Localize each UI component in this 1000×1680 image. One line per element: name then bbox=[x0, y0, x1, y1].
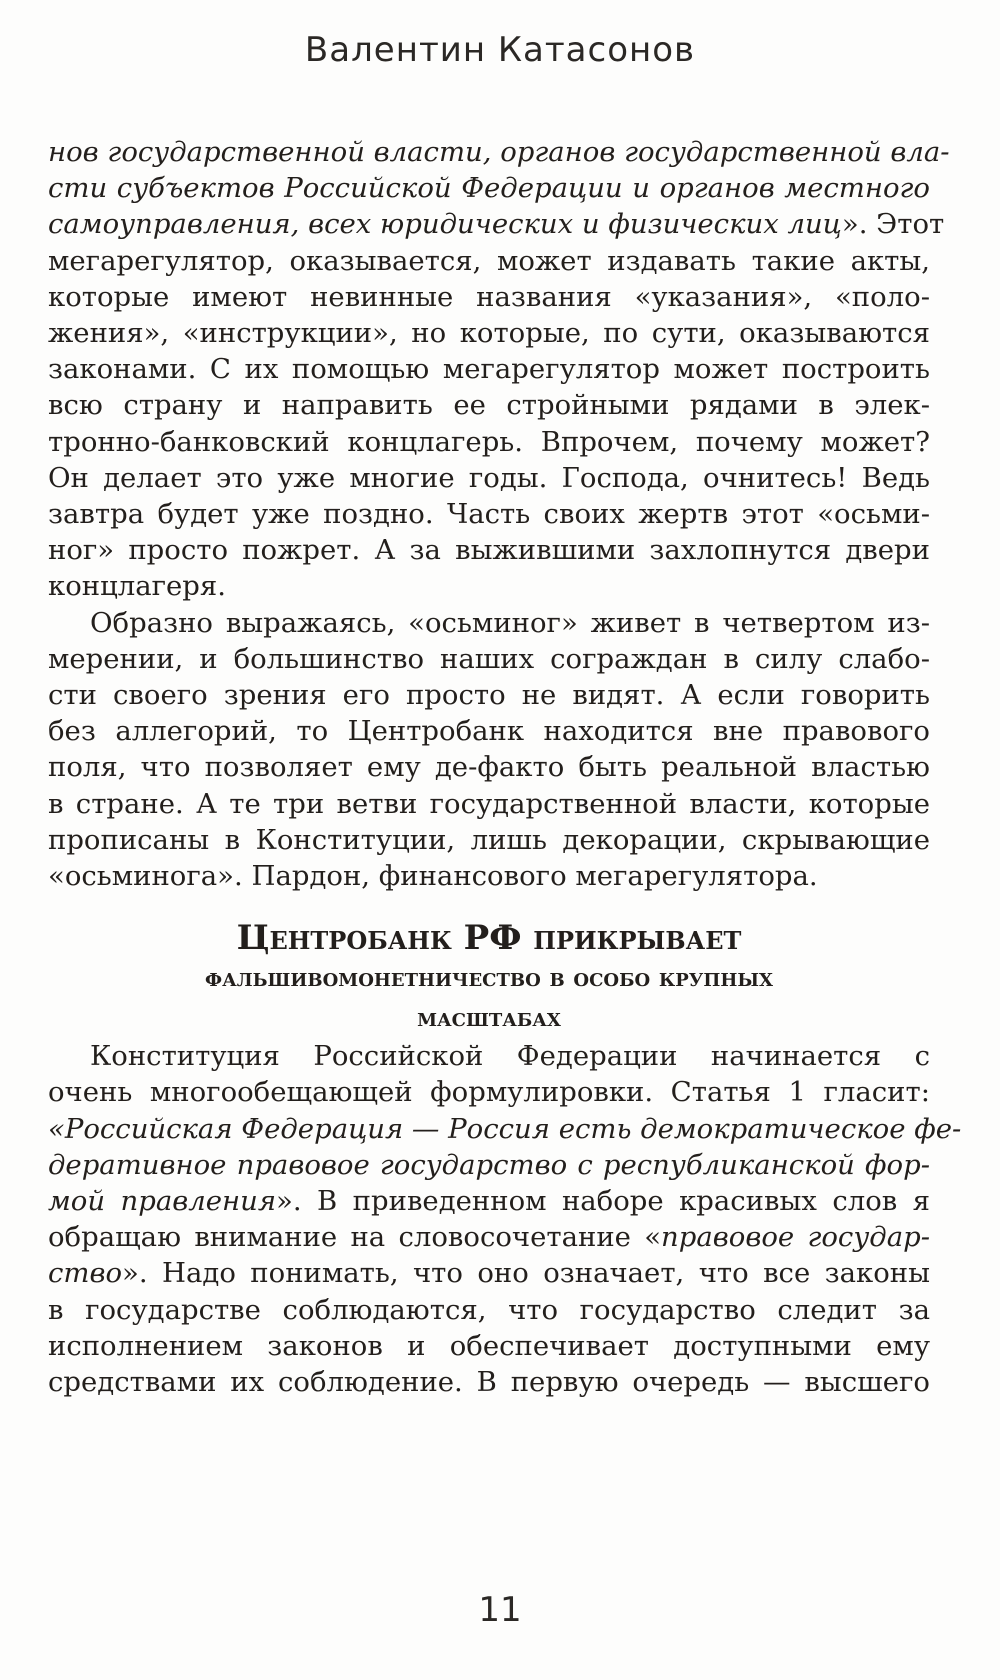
text-line bbox=[48, 1219, 930, 1255]
text-line: прописаны в Конституции, лишь декорации, скрывающие bbox=[48, 823, 930, 856]
text-line: жения», «инструкции», но которые, по сути, оказываются bbox=[48, 317, 930, 350]
text-line: исполнением законов и обеспечивает доступными ему bbox=[48, 1329, 930, 1362]
section-heading-line: фальшивомонетничество в особо крупных bbox=[205, 963, 773, 993]
paragraph bbox=[48, 1038, 962, 1400]
text-line: концлагеря. bbox=[48, 570, 226, 603]
text-line: мерении, и большинство наших сограждан в силу слабо- bbox=[48, 642, 930, 675]
quote-fragment: самоуправления, всех юридических и физических лиц bbox=[48, 208, 842, 241]
text-line: «осьминога». Пардон, финансового мегарегулятора. bbox=[48, 860, 818, 893]
text-line: в стране. А те три ветви государственной власти, которые bbox=[48, 787, 930, 820]
text-line: Он делает это уже многие годы. Господа, очнитесь! Ведь bbox=[48, 461, 930, 494]
text-fragment: ». Надо понимать, что оно означает, что все законы bbox=[122, 1257, 930, 1290]
text-line: поля, что позволяет ему де-факто быть реальной властью bbox=[48, 751, 930, 784]
text-line: нов государственной власти, органов государственной вла- bbox=[48, 136, 950, 168]
text-line: средствами их соблюдение. В первую очередь — высшего bbox=[48, 1366, 930, 1399]
text-line: всю страну и направить ее стройными рядами в элек- bbox=[48, 389, 930, 422]
text-line: сти своего зрения его просто не видят. А если говорить bbox=[48, 679, 930, 712]
paragraph bbox=[48, 605, 930, 895]
text-line: деративное правовое государство с республиканской фор- bbox=[48, 1148, 930, 1181]
text-line bbox=[48, 1255, 930, 1291]
section-heading-line: Центробанк РФ прикрывает bbox=[236, 918, 742, 959]
section-heading bbox=[48, 918, 930, 1038]
text-line: которые имеют невинные названия «указания», «поло- bbox=[48, 280, 930, 313]
text-line: завтра будет уже поздно. Часть своих жертв этот «осьми- bbox=[48, 498, 930, 531]
text-line bbox=[48, 1183, 930, 1219]
text-line bbox=[48, 206, 945, 242]
quote-fragment: мой правления bbox=[48, 1185, 277, 1218]
running-head: Валентин Катасонов bbox=[304, 30, 696, 70]
paragraph-continuation bbox=[48, 134, 950, 605]
text-line: сти субъектов Российской Федерации и органов местного bbox=[48, 172, 930, 205]
text-fragment: ». Этот bbox=[841, 208, 945, 241]
text-line: тронно-банковский концлагерь. Впрочем, почему может? bbox=[48, 425, 930, 458]
text-line: Конституция Российской Федерации начинается с bbox=[90, 1040, 930, 1073]
text-line: Образно выражаясь, «осьминог» живет в четвертом из- bbox=[90, 606, 930, 639]
text-fragment: обращаю внимание на словосочетание « bbox=[48, 1221, 662, 1254]
quote-fragment: ство bbox=[48, 1257, 123, 1290]
text-line: законами. С их помощью мегарегулятор может построить bbox=[48, 353, 930, 386]
text-line: без аллегорий, то Центробанк находится вне правового bbox=[48, 715, 930, 748]
section-heading-line: масштабах bbox=[417, 1003, 561, 1033]
text-fragment: ». В приведенном наборе красивых слов я bbox=[276, 1185, 931, 1218]
page-number: 11 bbox=[478, 1590, 522, 1630]
text-line: «Российская Федерация — Россия есть демократическое фе- bbox=[48, 1112, 962, 1145]
text-line: очень многообещающей формулировки. Статья 1 гласит: bbox=[48, 1076, 930, 1109]
quote-fragment: правовое государ- bbox=[661, 1221, 930, 1254]
text-line: в государстве соблюдаются, что государство следит за bbox=[48, 1293, 930, 1326]
body-text bbox=[48, 134, 962, 1400]
text-line: ног» просто пожрет. А за выжившими захлопнутся двери bbox=[48, 534, 930, 567]
text-line: мегарегулятор, оказывается, может издавать такие акты, bbox=[48, 244, 930, 277]
